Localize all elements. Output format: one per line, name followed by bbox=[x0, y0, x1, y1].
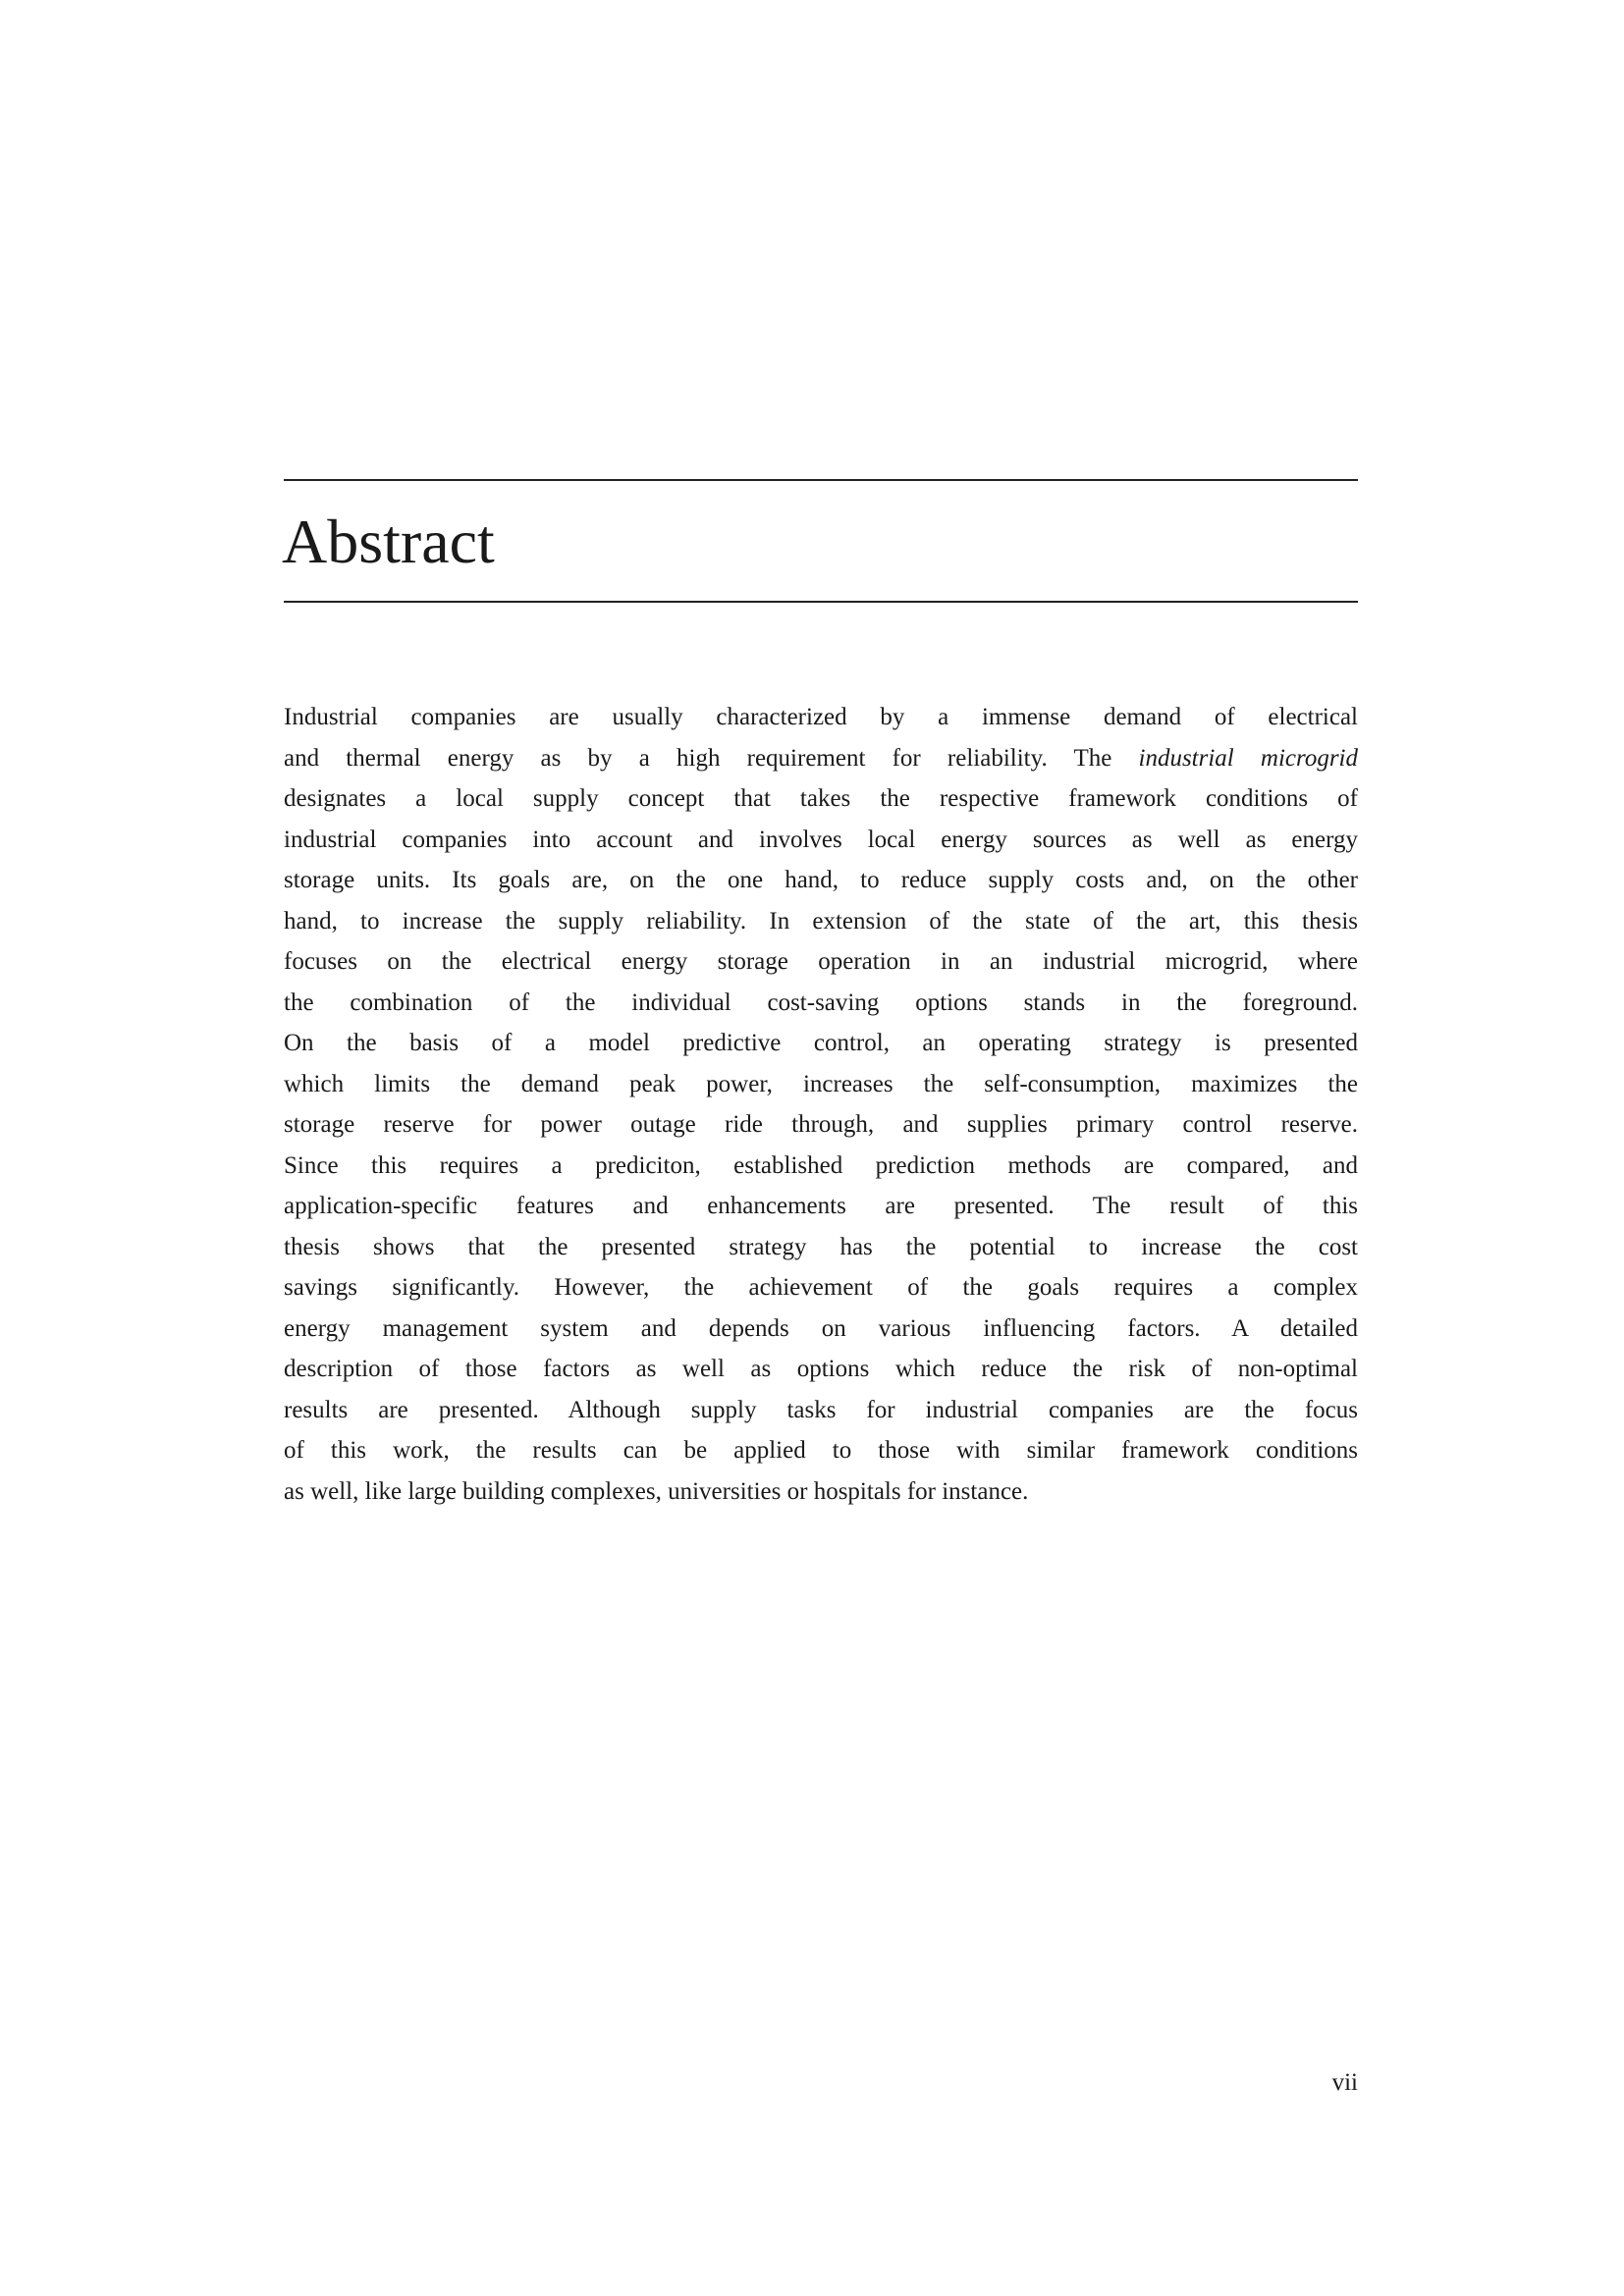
line-text: designates a local supply concept that takes the respective framework conditions of bbox=[284, 785, 1358, 812]
line-text: which limits the demand peak power, increases the self-consumption, maximizes the bbox=[284, 1070, 1358, 1097]
line-text: savings significantly. However, the achievement of the goals requires a complex bbox=[284, 1274, 1358, 1301]
abstract-line bbox=[284, 901, 1358, 942]
emphasized-term: industrial microgrid bbox=[1138, 744, 1358, 772]
abstract-line bbox=[284, 860, 1358, 901]
line-text: industrial companies into account and involves local energy sources as well as energy bbox=[284, 826, 1358, 853]
abstract-line bbox=[284, 1349, 1358, 1390]
line-text: On the basis of a model predictive control, an operating strategy is presented bbox=[284, 1030, 1358, 1056]
line-text: Since this requires a prediciton, established prediction methods are compared, and bbox=[284, 1151, 1358, 1179]
abstract-line bbox=[284, 1390, 1358, 1431]
line-text: storage units. Its goals are, on the one hand, to reduce supply costs and, on the other bbox=[284, 867, 1358, 893]
line-text: of this work, the results can be applied to those with similar framework conditions bbox=[284, 1437, 1358, 1464]
line-text: focuses on the electrical energy storage operation in an industrial microgrid, where bbox=[284, 948, 1358, 975]
line-text: the combination of the individual cost-saving options stands in the foreground. bbox=[284, 988, 1358, 1016]
abstract-line bbox=[284, 1227, 1358, 1268]
abstract-line bbox=[284, 983, 1358, 1024]
abstract-line bbox=[284, 1023, 1358, 1064]
heading-rule-top bbox=[284, 479, 1358, 481]
line-text: description of those factors as well as options which reduce the risk of non-optimal bbox=[284, 1356, 1358, 1382]
abstract-paragraph bbox=[284, 697, 1358, 1512]
abstract-line bbox=[284, 697, 1358, 738]
abstract-line bbox=[284, 778, 1358, 820]
line-text: as well, like large building complexes, universities or hospitals for instance. bbox=[284, 1477, 1029, 1505]
line-text: Industrial companies are usually characterized by a immense demand of electrical bbox=[284, 704, 1358, 730]
line-text: hand, to increase the supply reliability. In extension of the state of the art, this thesis bbox=[284, 907, 1358, 934]
abstract-line bbox=[284, 1186, 1358, 1227]
page-number: vii bbox=[1331, 2069, 1358, 2096]
line-text: thesis shows that the presented strategy has the potential to increase the cost bbox=[284, 1233, 1358, 1260]
abstract-line bbox=[284, 1471, 1358, 1513]
abstract-line bbox=[284, 1146, 1358, 1187]
abstract-line bbox=[284, 1430, 1358, 1471]
abstract-line bbox=[284, 1308, 1358, 1350]
line-text: and thermal energy as by a high requirement for reliability. The bbox=[284, 744, 1139, 772]
abstract-line bbox=[284, 1104, 1358, 1146]
chapter-title: Abstract bbox=[282, 507, 495, 576]
abstract-line bbox=[284, 820, 1358, 861]
line-text: application-specific features and enhancements are presented. The result of this bbox=[284, 1193, 1358, 1219]
line-text: storage reserve for power outage ride through, and supplies primary control reserve. bbox=[284, 1111, 1358, 1138]
abstract-line bbox=[284, 941, 1358, 983]
abstract-line bbox=[284, 738, 1358, 779]
line-text: results are presented. Although supply tasks for industrial companies are the focus bbox=[284, 1396, 1358, 1423]
abstract-line bbox=[284, 1064, 1358, 1105]
abstract-line bbox=[284, 1267, 1358, 1308]
line-text: energy management system and depends on various influencing factors. A detailed bbox=[284, 1314, 1358, 1342]
heading-rule-bottom bbox=[284, 601, 1358, 603]
